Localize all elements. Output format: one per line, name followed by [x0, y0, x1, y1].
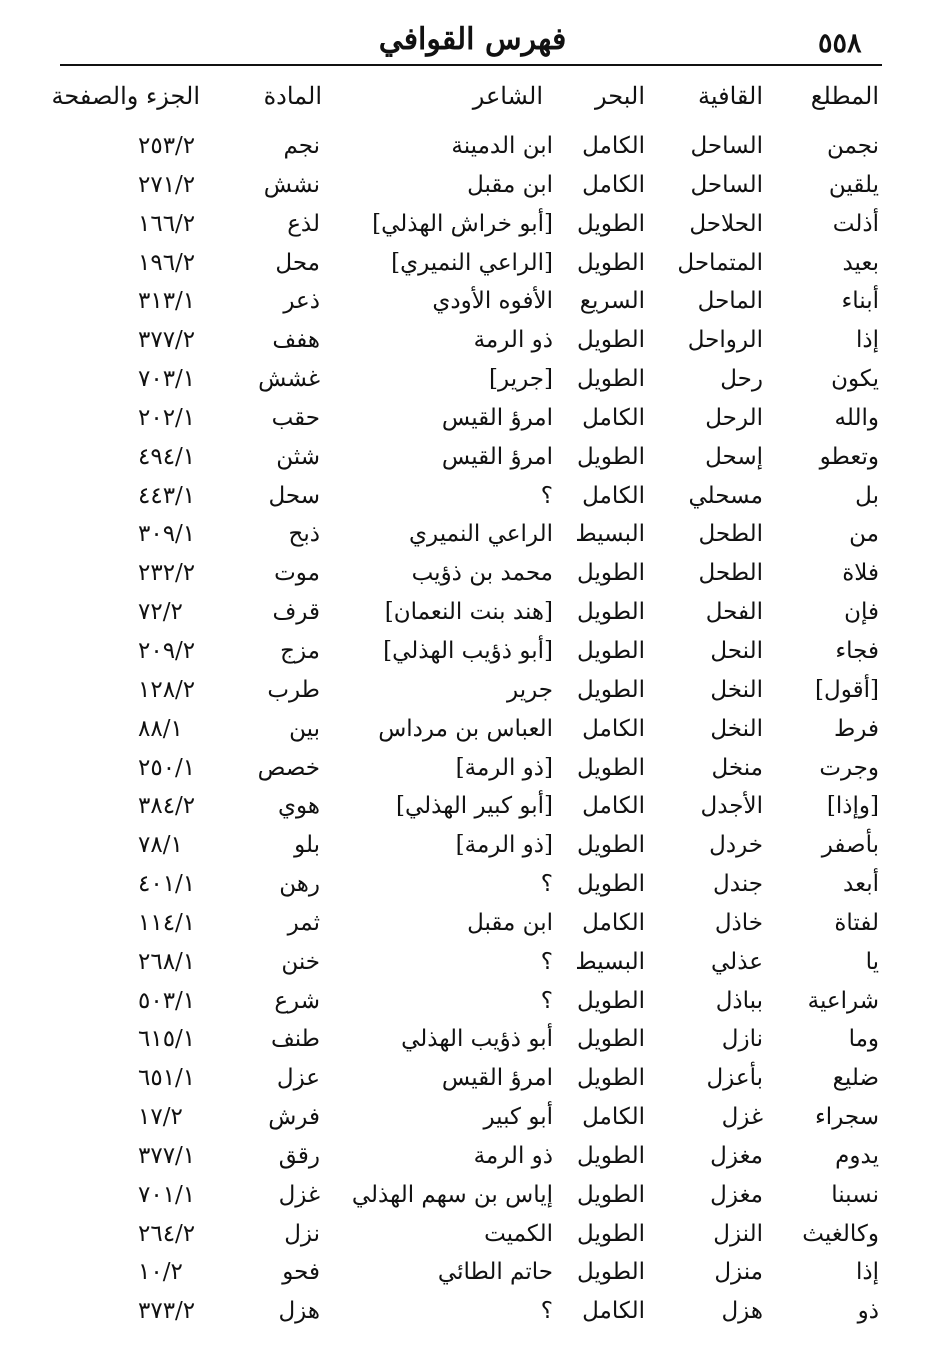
cell-shair: امرؤ القيس — [441, 1065, 553, 1092]
cell-shair: ابن مقبل — [467, 171, 553, 198]
table-row — [0, 321, 945, 360]
column-header-matla: المطلع — [810, 82, 879, 110]
cell-shair: [أبو كبير الهذلي] — [395, 793, 553, 820]
cell-qafia: المتماحل — [677, 249, 763, 276]
cell-matla: [أقول] — [815, 676, 879, 703]
cell-shair: [ذو الرمة] — [455, 832, 553, 859]
cell-bahr: السريع — [579, 288, 645, 315]
cell-shair: أبو ذؤيب الهذلي — [401, 1026, 553, 1053]
cell-madda: نشش — [263, 171, 320, 198]
cell-madda: غزل — [278, 1181, 320, 1208]
table-row — [0, 477, 945, 516]
cell-juz: ٣٧٧/١ — [138, 1142, 196, 1169]
cell-matla: يا — [865, 948, 879, 975]
cell-qafia: الماحل — [697, 288, 763, 315]
cell-juz: ٦١٥/١ — [138, 1026, 196, 1053]
cell-madda: هزل — [278, 1298, 320, 1325]
cell-shair: ؟ — [540, 482, 553, 509]
cell-matla: بعيد — [842, 249, 879, 276]
cell-juz: ٧٠١/١ — [138, 1181, 196, 1208]
cell-matla: نسبنا — [831, 1181, 879, 1208]
cell-bahr: الكامل — [582, 909, 645, 936]
cell-madda: بلو — [294, 832, 320, 859]
cell-shair: [ذو الرمة] — [455, 754, 553, 781]
table-row — [0, 1253, 945, 1292]
table-row — [0, 982, 945, 1021]
column-header-bahr: البحر — [595, 82, 645, 110]
cell-madda: محل — [275, 249, 320, 276]
cell-juz: ٢٣٢/٢ — [138, 560, 196, 587]
table-row — [0, 554, 945, 593]
cell-qafia: عذلي — [711, 948, 763, 975]
cell-matla: سجراء — [814, 1104, 879, 1131]
cell-bahr: الكامل — [582, 793, 645, 820]
cell-matla: وجرت — [819, 754, 879, 781]
cell-shair: الأفوه الأودي — [432, 288, 553, 315]
table-row — [0, 1020, 945, 1059]
column-header-madda: المادة — [263, 82, 322, 110]
cell-juz: ٣٧٣/٢ — [138, 1298, 196, 1325]
cell-madda: هفف — [272, 327, 320, 354]
cell-bahr: الطويل — [577, 599, 645, 626]
cell-juz: ٣٨٤/٢ — [138, 793, 196, 820]
column-header-qafia: القافية — [697, 82, 763, 110]
table-row — [0, 865, 945, 904]
cell-juz: ١٦٦/٢ — [138, 210, 196, 237]
cell-matla: أذلت — [832, 210, 879, 237]
cell-shair: امرؤ القيس — [441, 443, 553, 470]
cell-bahr: الكامل — [582, 1298, 645, 1325]
cell-bahr: الطويل — [577, 249, 645, 276]
cell-madda: لذع — [287, 210, 320, 237]
header-rule — [60, 64, 882, 66]
cell-juz: ٢٥٣/٢ — [138, 133, 196, 159]
cell-juz: ٧٠٣/١ — [138, 366, 196, 393]
table-row — [0, 826, 945, 865]
cell-juz: ١١٤/١ — [138, 909, 196, 936]
cell-matla: بأصفر — [821, 832, 879, 859]
cell-shair: امرؤ القيس — [441, 404, 553, 431]
cell-bahr: الطويل — [577, 560, 645, 587]
cell-bahr: الطويل — [577, 366, 645, 393]
cell-madda: شرع — [274, 987, 320, 1014]
cell-bahr: الطويل — [577, 1259, 645, 1286]
column-header-shair: الشاعر — [472, 82, 543, 110]
cell-bahr: الطويل — [577, 443, 645, 470]
table-row — [0, 205, 945, 244]
cell-madda: قرف — [272, 599, 320, 626]
cell-madda: حقب — [271, 404, 320, 431]
cell-madda: بين — [289, 715, 320, 742]
cell-matla: شراعية — [807, 987, 879, 1014]
cell-shair: [هند بنت النعمان] — [384, 599, 553, 626]
cell-matla: [وإذا] — [826, 793, 879, 820]
cell-shair: [الراعي النميري] — [391, 249, 553, 276]
cell-matla: أبناء — [841, 288, 879, 315]
cell-bahr: الطويل — [577, 210, 645, 237]
cell-bahr: الكامل — [582, 1104, 645, 1131]
cell-madda: نجم — [283, 133, 320, 159]
table-row — [0, 787, 945, 826]
cell-juz: ٢٧١/٢ — [138, 171, 196, 198]
cell-qafia: مغزل — [710, 1181, 763, 1208]
cell-juz: ٦٥١/١ — [138, 1065, 196, 1092]
table-row — [0, 593, 945, 632]
table-row — [0, 166, 945, 205]
cell-matla: فجاء — [835, 637, 879, 664]
cell-madda: ذبح — [288, 521, 320, 548]
cell-qafia: خاذل — [714, 909, 763, 936]
cell-bahr: الطويل — [577, 1142, 645, 1169]
cell-matla: إذا — [855, 1259, 879, 1286]
cell-matla: وتعطو — [819, 443, 879, 470]
cell-qafia: إسحل — [705, 443, 763, 470]
cell-qafia: بأعزل — [706, 1065, 763, 1092]
cell-matla: يكون — [831, 366, 879, 393]
cell-bahr: الطويل — [577, 832, 645, 859]
table-row — [0, 1176, 945, 1215]
cell-juz: ٤٩٤/١ — [138, 443, 196, 470]
cell-shair: أبو كبير — [483, 1104, 553, 1131]
cell-qafia: الطحل — [698, 560, 763, 587]
cell-qafia: منزل — [714, 1259, 763, 1286]
cell-madda: خنن — [281, 948, 320, 975]
cell-madda: هوي — [277, 793, 320, 820]
table-row — [0, 904, 945, 943]
cell-madda: رقق — [278, 1142, 320, 1169]
table-row — [0, 399, 945, 438]
page-number: ٥٥٨ — [818, 28, 862, 59]
cell-bahr: الطويل — [577, 1065, 645, 1092]
cell-juz: ٤٤٣/١ — [138, 482, 196, 509]
table-row — [0, 244, 945, 283]
cell-qafia: منخل — [711, 754, 763, 781]
cell-madda: فرش — [268, 1104, 320, 1131]
cell-matla: إذا — [855, 327, 879, 354]
cell-madda: طنف — [270, 1026, 320, 1053]
cell-shair: [جرير] — [489, 366, 553, 393]
cell-juz: ٣١٣/١ — [138, 288, 196, 315]
table-row — [0, 1059, 945, 1098]
cell-bahr: الطويل — [577, 1026, 645, 1053]
cell-bahr: الطويل — [577, 676, 645, 703]
table-row — [0, 282, 945, 321]
cell-qafia: الرحل — [705, 404, 763, 431]
table-row — [0, 515, 945, 554]
cell-bahr: البسيط — [575, 521, 645, 548]
cell-matla: والله — [834, 404, 879, 431]
cell-shair: العباس بن مرداس — [378, 715, 553, 742]
table-row — [0, 943, 945, 982]
cell-juz: ٨٨/١ — [138, 715, 183, 742]
cell-matla: يدوم — [835, 1142, 879, 1169]
cell-bahr: الكامل — [582, 404, 645, 431]
cell-madda: طرب — [267, 676, 320, 703]
cell-matla: فرط — [834, 715, 879, 742]
cell-shair: جرير — [507, 676, 553, 703]
cell-bahr: الكامل — [582, 715, 645, 742]
cell-juz: ٣٧٧/٢ — [138, 327, 196, 354]
cell-matla: ذو — [857, 1298, 879, 1325]
cell-matla: يلقين — [828, 171, 879, 198]
cell-madda: موت — [274, 560, 320, 587]
cell-madda: رهن — [279, 871, 320, 898]
cell-shair: ؟ — [540, 987, 553, 1014]
cell-shair: ؟ — [540, 1298, 553, 1325]
cell-madda: ذعر — [283, 288, 320, 315]
cell-matla: فإن — [844, 599, 879, 626]
cell-shair: ابن مقبل — [467, 909, 553, 936]
table-row — [0, 1292, 945, 1331]
cell-madda: ثمر — [287, 909, 320, 936]
cell-shair: [أبو خراش الهذلي] — [372, 210, 553, 237]
cell-qafia: مسحلي — [688, 482, 763, 509]
table-row — [0, 438, 945, 477]
cell-bahr: الكامل — [582, 171, 645, 198]
cell-juz: ١٩٦/٢ — [138, 249, 196, 276]
cell-shair: إياس بن سهم الهذلي — [351, 1181, 553, 1208]
cell-bahr: الطويل — [577, 1220, 645, 1247]
table-row — [0, 671, 945, 710]
cell-qafia: غزل — [721, 1104, 763, 1131]
cell-juz: ١٧/٢ — [138, 1104, 183, 1131]
table-row — [0, 749, 945, 788]
cell-shair: ؟ — [540, 948, 553, 975]
cell-matla: لفتاة — [834, 909, 879, 936]
cell-shair: ذو الرمة — [473, 1142, 553, 1169]
cell-madda: فحو — [282, 1259, 320, 1286]
cell-qafia: رحل — [720, 366, 763, 393]
cell-matla: فلاة — [842, 560, 879, 587]
cell-madda: غشش — [258, 366, 320, 393]
cell-shair: الراعي النميري — [409, 521, 553, 548]
cell-qafia: الساحل — [690, 171, 763, 198]
cell-juz: ٢٦٤/٢ — [138, 1220, 196, 1247]
cell-qafia: بباذل — [715, 987, 763, 1014]
cell-juz: ٢٠٩/٢ — [138, 637, 196, 664]
table-row — [0, 710, 945, 749]
table-row — [0, 1215, 945, 1254]
cell-qafia: الرواحل — [687, 327, 763, 354]
cell-bahr: الطويل — [577, 327, 645, 354]
cell-madda: شثن — [276, 443, 320, 470]
cell-shair: الكميت — [484, 1220, 553, 1247]
page-title: فهرس القوافي — [378, 22, 567, 57]
cell-juz: ٥٠٣/١ — [138, 987, 196, 1014]
cell-shair: ؟ — [540, 871, 553, 898]
cell-juz: ٢٦٨/١ — [138, 948, 196, 975]
cell-matla: من — [849, 521, 879, 548]
cell-matla: بل — [855, 482, 879, 509]
table-row — [0, 127, 945, 166]
cell-qafia: الفحل — [705, 599, 763, 626]
cell-bahr: الطويل — [577, 987, 645, 1014]
cell-madda: خصص — [257, 754, 320, 781]
cell-qafia: جندل — [713, 871, 763, 898]
cell-juz: ٢٥٠/١ — [138, 754, 196, 781]
table-row — [0, 360, 945, 399]
cell-qafia: النزل — [713, 1220, 763, 1247]
cell-madda: مزج — [280, 637, 320, 664]
cell-bahr: الكامل — [582, 482, 645, 509]
cell-qafia: النخل — [710, 676, 763, 703]
cell-qafia: نازل — [721, 1026, 763, 1053]
column-header-juz: الجزء والصفحة — [51, 82, 200, 110]
cell-juz: ٣٠٩/١ — [138, 521, 196, 548]
cell-bahr: الكامل — [582, 133, 645, 159]
cell-matla: ضليع — [832, 1065, 879, 1092]
cell-qafia: مغزل — [710, 1142, 763, 1169]
cell-qafia: الساحل — [690, 133, 763, 159]
cell-matla: أبعد — [843, 871, 879, 898]
cell-juz: ١٢٨/٢ — [138, 676, 196, 703]
cell-madda: نزل — [284, 1220, 320, 1247]
cell-juz: ٧٨/١ — [138, 832, 183, 859]
cell-qafia: الطحل — [698, 521, 763, 548]
cell-madda: سحل — [268, 482, 320, 509]
cell-shair: ذو الرمة — [473, 327, 553, 354]
cell-shair: [أبو ذؤيب الهذلي] — [383, 637, 553, 664]
table-row — [0, 1098, 945, 1137]
cell-juz: ٧٢/٢ — [138, 599, 183, 626]
table-row — [0, 1137, 945, 1176]
cell-shair: محمد بن ذؤيب — [411, 560, 553, 587]
cell-qafia: الأجدل — [700, 793, 763, 820]
cell-bahr: الطويل — [577, 754, 645, 781]
cell-bahr: الطويل — [577, 1181, 645, 1208]
cell-qafia: النخل — [710, 715, 763, 742]
table-row — [0, 632, 945, 671]
cell-bahr: الطويل — [577, 871, 645, 898]
cell-qafia: الحلاحل — [689, 210, 763, 237]
cell-juz: ٢٠٢/١ — [138, 404, 196, 431]
cell-madda: عزل — [276, 1065, 320, 1092]
rhymes-table — [0, 127, 945, 1331]
cell-juz: ١٠/٢ — [138, 1259, 183, 1286]
cell-matla: وكالغيث — [802, 1220, 879, 1247]
cell-juz: ٤٠١/١ — [138, 871, 196, 898]
cell-bahr: الطويل — [577, 637, 645, 664]
cell-matla: وما — [848, 1026, 879, 1053]
cell-matla: نجمن — [826, 133, 879, 159]
cell-qafia: هزل — [721, 1298, 763, 1325]
cell-bahr: البسيط — [575, 948, 645, 975]
cell-shair: حاتم الطائي — [437, 1259, 553, 1286]
cell-qafia: خردل — [709, 832, 763, 859]
cell-qafia: النحل — [710, 637, 763, 664]
cell-shair: ابن الدمينة — [451, 133, 553, 159]
